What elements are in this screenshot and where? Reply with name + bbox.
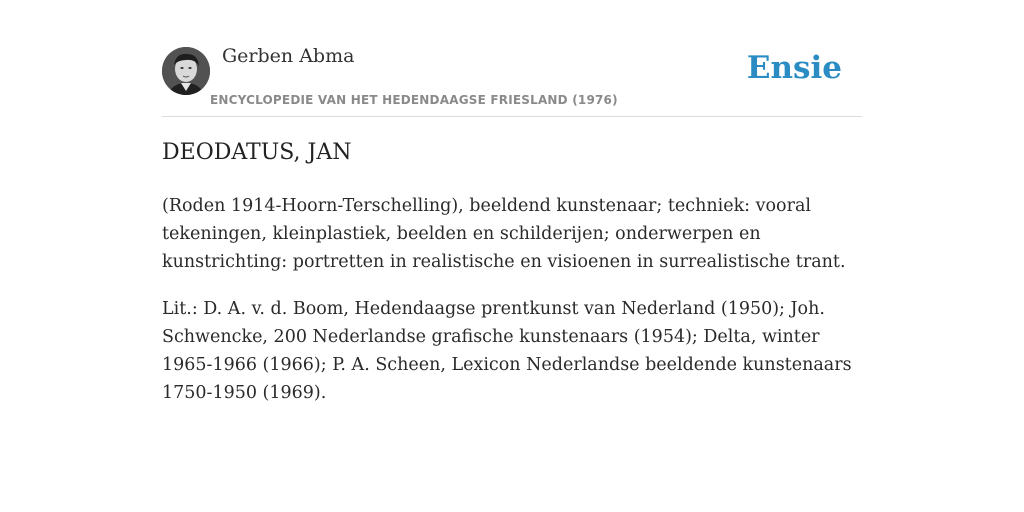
article-body — [162, 192, 874, 426]
source-publication[interactable]: ENCYCLOPEDIE VAN HET HEDENDAAGSE FRIESLAND (1976) — [210, 93, 618, 107]
article-title: DEODATUS, JAN — [162, 140, 352, 165]
author-avatar[interactable] — [162, 47, 210, 95]
author-name[interactable]: Gerben Abma — [222, 45, 355, 67]
article-references: Lit.: D. A. v. d. Boom, Hedendaagse prentkunst van Nederland (1950); Joh. Schwencke, 200 Nederlandse grafische kunstenaars (1954); Delta, winter 1965-1966 (1966); P. A. Scheen, Lexicon Nederlandse beeldende kunstenaars 1750-1950 (1969). — [162, 299, 852, 403]
header — [162, 0, 862, 117]
article-paragraph: (Roden 1914-Hoorn-Terschelling), beeldend kunstenaar; techniek: vooral tekeningen, kleinplastiek, beelden en schilderijen; onderwerpen en kunstrichting: portretten in realistische en visioenen in surrealistische trant. — [162, 196, 846, 272]
brand-logo[interactable]: Ensie — [746, 50, 842, 86]
